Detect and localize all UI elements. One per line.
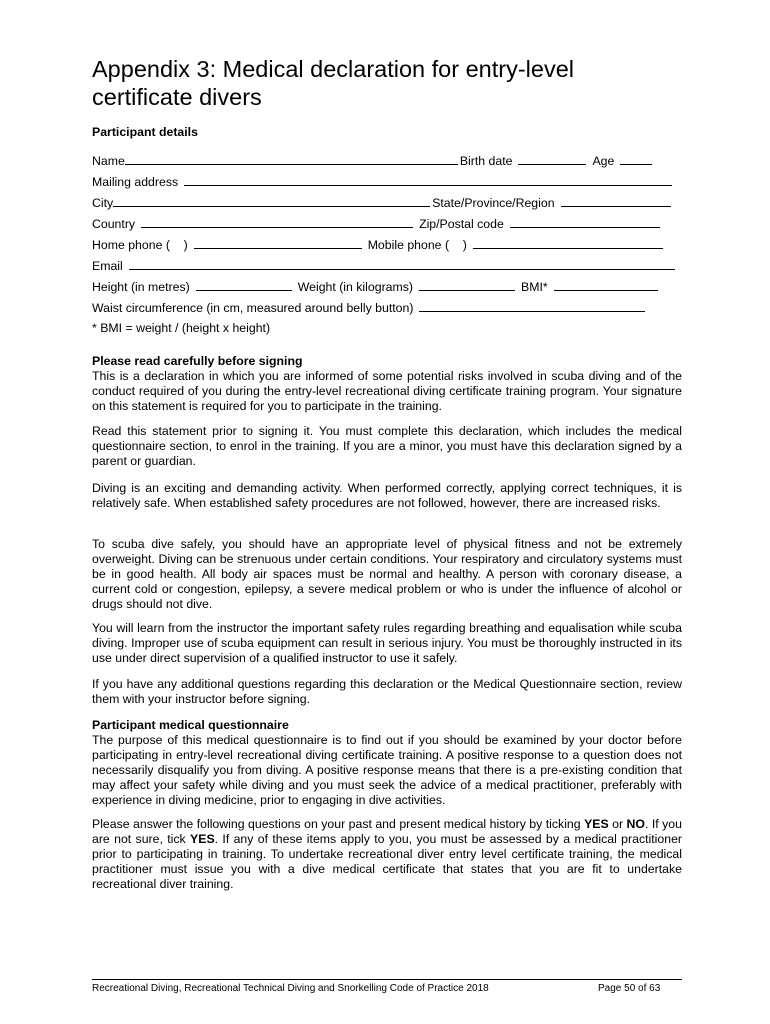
page-number: Page 50 of 63 bbox=[598, 983, 661, 994]
bmi-field[interactable] bbox=[554, 279, 658, 291]
age-label: Age bbox=[592, 154, 615, 168]
body-measure-row bbox=[92, 279, 682, 295]
read-carefully-block bbox=[92, 354, 682, 414]
mailing-address-row bbox=[92, 174, 682, 190]
city-label: City bbox=[92, 196, 114, 210]
questionnaire-p2 bbox=[92, 817, 682, 892]
bmi-note-text: * BMI = weight / (height x height) bbox=[92, 321, 271, 335]
participant-details-heading: Participant details bbox=[92, 125, 198, 139]
yes-text-2: YES bbox=[190, 832, 215, 846]
age-field[interactable] bbox=[620, 153, 652, 165]
page-title: Appendix 3: Medical declaration for entry-level certificate divers bbox=[92, 56, 575, 110]
questionnaire-heading: Participant medical questionnaire bbox=[92, 718, 289, 732]
read-carefully-p4: To scuba dive safely, you should have an appropriate level of physical fitness and not be extremely overweight. Diving can be strenuous under certain conditions. Your respiratory and circulatory systems must be in good health. All body air spaces must be normal and healthy. A person with coronary disease, a current cold or congestion, epilepsy, a severe medical problem or who is under the influence of alcohol or drugs should not dive. bbox=[92, 537, 682, 611]
birth-date-field[interactable] bbox=[518, 153, 586, 165]
name-row bbox=[92, 153, 682, 169]
read-carefully-heading: Please read carefully before signing bbox=[92, 354, 303, 368]
name-field[interactable] bbox=[125, 153, 458, 165]
birth-date-label: Birth date bbox=[459, 154, 513, 168]
yes-text: YES bbox=[584, 817, 609, 831]
read-carefully-p1: This is a declaration in which you are informed of some potential risks involved in scuba diving and of the conduct required of you during the entry-level recreational diving certificate training program. Your signature on this statement is required for you to participate in the training. bbox=[92, 369, 682, 413]
email-label: Email bbox=[92, 259, 123, 273]
q-p2-text-a: Please answer the following questions on your past and present medical history by ticking bbox=[92, 817, 585, 831]
mailing-address-label: Mailing address bbox=[92, 175, 179, 189]
city-row bbox=[92, 195, 682, 211]
questionnaire-p1: The purpose of this medical questionnaire is to find out if you should be examined by your doctor before participating in entry-level recreational diving certificate training. A positive response to a question does not necessarily disqualify you from diving. A positive response means that there is a pre-existing condition that may affect your safety while diving and you must seek the advice of a medical practitioner, preferably with experience in diving medicine, prior to engaging in dive activities. bbox=[92, 733, 682, 807]
phone-row bbox=[92, 237, 682, 253]
read-carefully-p3: Diving is an exciting and demanding activity. When performed correctly, applying correct techniques, it is relatively safe. When established safety procedures are not followed, however, there are increased risks. bbox=[92, 481, 682, 510]
no-text: NO bbox=[626, 817, 645, 831]
waist-field[interactable] bbox=[419, 300, 645, 312]
zip-label: Zip/Postal code bbox=[419, 217, 504, 231]
footer-divider bbox=[92, 979, 682, 980]
state-field[interactable] bbox=[561, 195, 671, 207]
country-field[interactable] bbox=[141, 216, 413, 228]
waist-label: Waist circumference (in cm, measured around belly button) bbox=[92, 301, 414, 315]
questionnaire-block bbox=[92, 718, 682, 808]
footer-left: Recreational Diving, Recreational Technical Diving and Snorkelling Code of Practice 2018 bbox=[92, 983, 489, 994]
weight-field[interactable] bbox=[419, 279, 515, 291]
zip-field[interactable] bbox=[510, 216, 660, 228]
country-row bbox=[92, 216, 682, 232]
weight-label: Weight (in kilograms) bbox=[297, 280, 413, 294]
read-carefully-p6: If you have any additional questions regarding this declaration or the Medical Questionnaire section, review them with your instructor before signing. bbox=[92, 677, 682, 706]
mobile-phone-label: Mobile phone ( ) bbox=[367, 238, 467, 252]
mailing-address-field[interactable] bbox=[184, 174, 672, 186]
home-phone-label: Home phone ( ) bbox=[92, 238, 188, 252]
home-phone-field[interactable] bbox=[194, 237, 362, 249]
q-p2-text-b: . If you are not sure, tick bbox=[92, 817, 682, 846]
mobile-phone-field[interactable] bbox=[473, 237, 663, 249]
city-field[interactable] bbox=[113, 195, 430, 207]
email-field[interactable] bbox=[129, 258, 675, 270]
waist-row bbox=[92, 300, 682, 316]
read-carefully-p5: You will learn from the instructor the important safety rules regarding breathing and equalisation while scuba diving. Improper use of scuba equipment can result in serious injury. You must be thoroughly instructed in its use under direct supervision of a qualified instructor to use it safely. bbox=[92, 621, 682, 665]
read-carefully-p2: Read this statement prior to signing it. You must complete this declaration, which includes the medical questionnaire section, to enrol in the training. If you are a minor, you must have this declaration signed by a parent or guardian. bbox=[92, 424, 682, 468]
height-label: Height (in metres) bbox=[92, 280, 190, 294]
height-field[interactable] bbox=[196, 279, 292, 291]
q-p2-or: or bbox=[608, 817, 627, 831]
email-row bbox=[92, 258, 682, 274]
name-label: Name bbox=[92, 154, 125, 168]
country-label: Country bbox=[92, 217, 136, 231]
state-label: State/Province/Region bbox=[432, 196, 555, 210]
bmi-label: BMI* bbox=[521, 280, 548, 294]
bmi-note bbox=[92, 321, 682, 336]
q-p2-text-c: . If any of these items apply to you, you must be assessed by a medical practitioner prior to participating in training. To undertake recreational diver entry level certificate training, the medical practitioner must issue you with a dive medical certificate that states that you are fit to undertake recreational diver training. bbox=[92, 832, 682, 891]
